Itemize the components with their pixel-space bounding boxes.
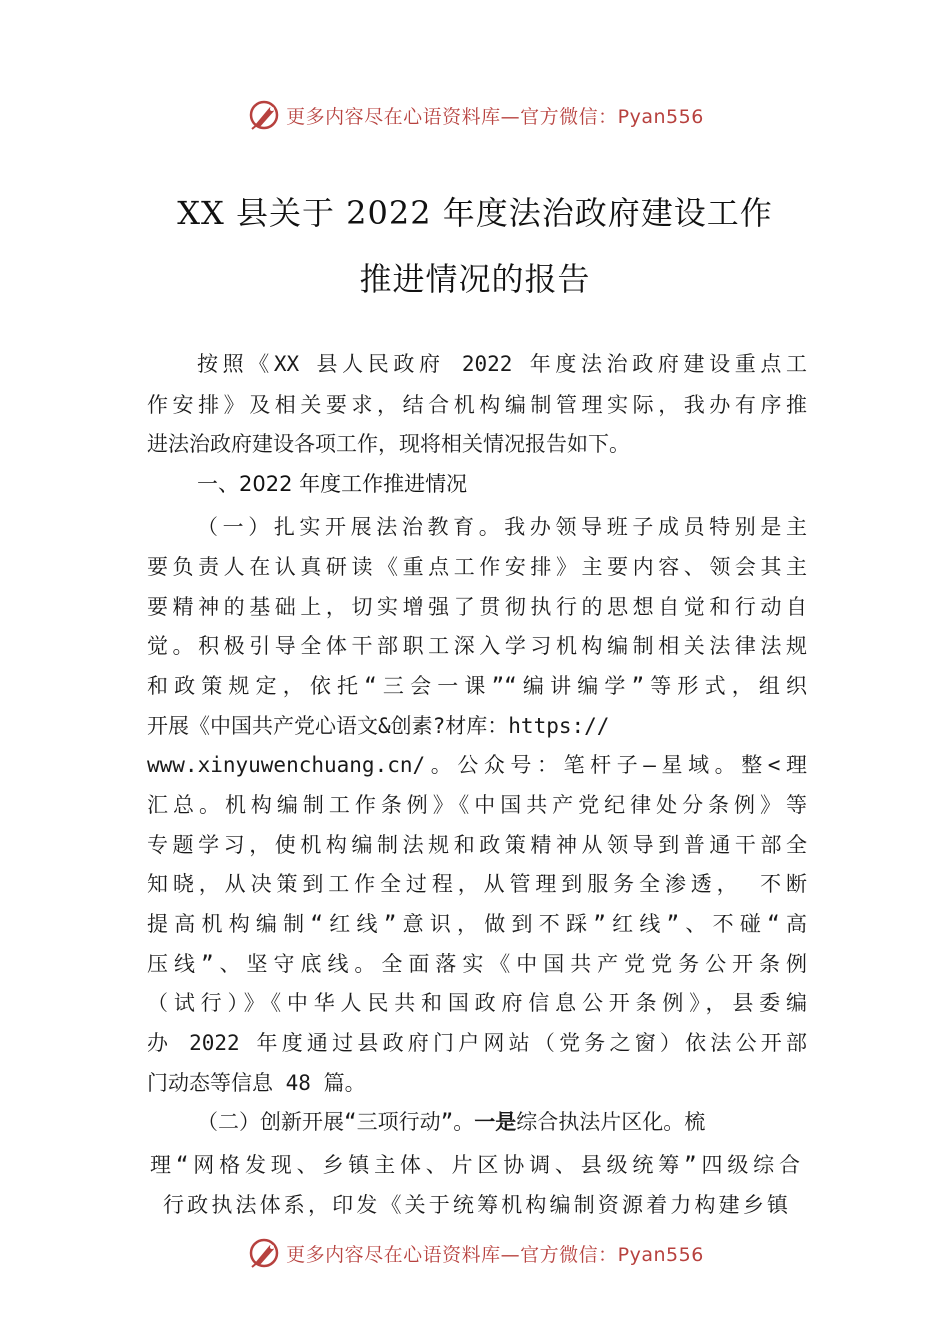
paragraph-line: （试行）》《中华人民共和国政府信息公开条例》，县委编 — [147, 991, 807, 1015]
para2-bold-marker: 一是 — [474, 1110, 517, 1134]
paragraph-line: 门动态等信息 48 篇。 — [147, 1071, 366, 1095]
footer-watermark-banner — [0, 1233, 950, 1273]
paragraph-line: www.xinyuwenchuang.cn/。公众号：笔杆子—星域。整<理 — [147, 753, 807, 777]
paragraph-line — [197, 1109, 807, 1135]
paragraph-line: 专题学习，使机构编制法规和政策精神从领导到普通干部全 — [147, 833, 807, 857]
paragraph-line: 觉。积极引导全体干部职工深入学习机构编制相关法律法规 — [147, 634, 807, 658]
intro-line: 进法治政府建设各项工作，现将相关情况报告如下。 — [147, 432, 630, 456]
document-title-line-2: 推进情况的报告 — [359, 260, 591, 298]
intro-line: 按照《XX 县人民政府 2022 年度法治政府建设重点工 — [197, 352, 807, 376]
para2-prefix: （二）创新开展“三项行动”。 — [197, 1110, 475, 1134]
paragraph-line: 理“网格发现、乡镇主体、片区协调、县级统筹”四级综合 — [150, 1153, 800, 1177]
paragraph-line: 汇总。机构编制工作条例》《中国共产党纪律处分条例》等 — [147, 793, 807, 817]
section-heading: 一、2022 年度工作推进情况 — [197, 472, 468, 496]
paragraph-line: 要精神的基础上，切实增强了贯彻执行的思想自觉和行动自 — [147, 595, 807, 619]
paragraph-line: 压线”、坚守底线。全面落实《中国共产党党务公开条例 — [147, 952, 807, 976]
paragraph-line: 知晓，从决策到工作全过程，从管理到服务全渗透， 不断 — [147, 872, 807, 896]
header-watermark-banner — [0, 95, 950, 135]
para2-suffix: 综合执法片区化。梳 — [516, 1110, 706, 1134]
paragraph-line: 开展《中国共产党心语文&创素?材库：https:// — [147, 714, 610, 738]
pen-nib-logo-icon — [246, 97, 282, 133]
paragraph-line: 办 2022 年度通过县政府门户网站（党务之窗）依法公开部 — [147, 1031, 807, 1055]
paragraph-line: （一）扎实开展法治教育。我办领导班子成员特别是主 — [197, 515, 807, 539]
document-title-line-1: XX 县关于 2022 年度法治政府建设工作 — [177, 194, 773, 232]
paragraph-line: 行政执法体系，印发《关于统筹机构编制资源着力构建乡镇 — [163, 1193, 788, 1217]
paragraph-line: 要负责人在认真研读《重点工作安排》主要内容、领会其主 — [147, 555, 807, 579]
banner-text: 更多内容尽在心语资料库—官方微信：Pyan556 — [286, 105, 704, 128]
pen-nib-logo-icon — [246, 1235, 282, 1271]
paragraph-line: 提高机构编制“红线”意识，做到不踩”红线”、不碰“高 — [147, 912, 807, 936]
banner-text: 更多内容尽在心语资料库—官方微信：Pyan556 — [286, 1243, 704, 1266]
intro-line: 作安排》及相关要求，结合机构编制管理实际，我办有序推 — [147, 393, 807, 417]
paragraph-line: 和政策规定，依托“三会一课”“编讲编学”等形式，组织 — [147, 674, 807, 698]
